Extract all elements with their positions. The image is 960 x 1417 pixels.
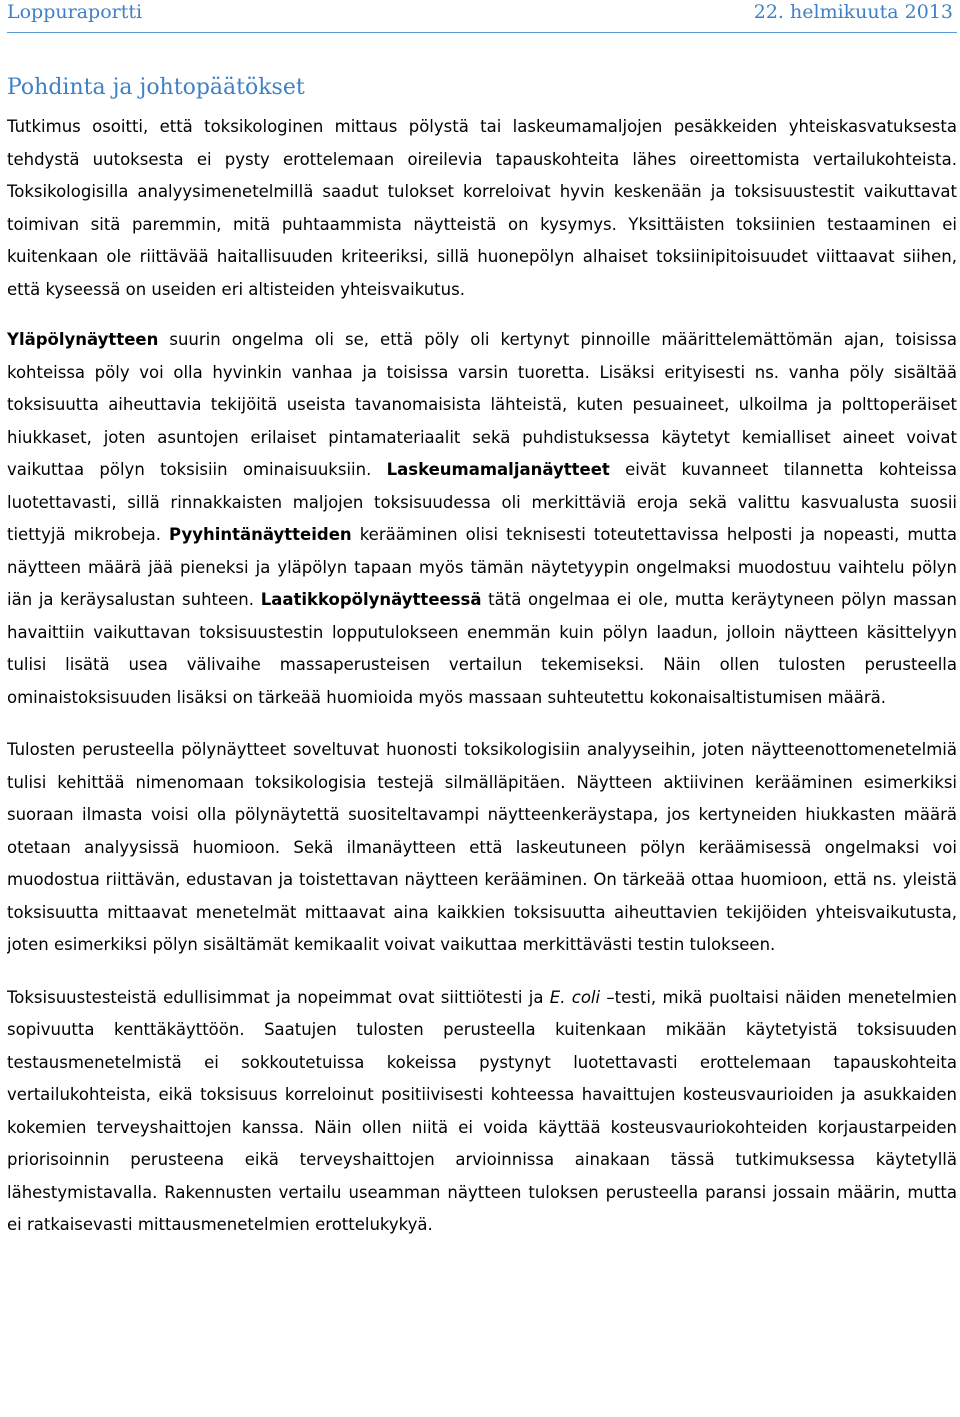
paragraph-1 bbox=[7, 111, 957, 306]
running-header bbox=[7, 0, 957, 33]
header-date: 22. helmikuuta 2013 bbox=[753, 1, 953, 23]
document-page bbox=[7, 0, 957, 1417]
paragraph-4 bbox=[7, 982, 957, 1242]
bold-term: Pyyhintänäytteiden bbox=[169, 525, 352, 544]
text-run: Tulosten perusteella pölynäytteet soveltuvat huonosti toksikologisiin analyyseihin, joten näytteenottomenetelmiä tulisi kehittää nimenomaan toksikologisia testejä silmälläpitäen. Näytteen aktiivinen kerääminen esimerkiksi suoraan ilmasta voisi olla pölynäytettä suositeltavampi näytteenkeräystapa, jos kertyneiden hiukkasten määrä otetaan analyysissä huomioon. Sekä ilmanäytteen että laskeutuneen pölyn keräämisessä ongelmaksi voi muodostua riittävän, edustavan ja toistettavan näytteen kerääminen. On tärkeää ottaa huomioon, että ns. yleistä toksisuutta mittaavat menetelmät mittaavat aina kaikkien toksisuutta aiheuttavien tekijöiden yhteisvaikutusta, joten esimerkiksi pölyn sisältämät kemikaalit voivat vaikuttaa merkittävästi testin tulokseen. bbox=[7, 740, 957, 954]
paragraph-2 bbox=[7, 324, 957, 714]
text-run: tätä ongelmaa ei ole, mutta keräytyneen pölyn massan havaittiin vaikuttavan toksisuustestin lopputulokseen enemmän kuin pölyn laadun, jolloin näytteen käsittelyyn tulisi lisätä usea välivaihe massaperusteisen vertailun tekemiseksi. Näin ollen tulosten perusteella ominaistoksisuuden lisäksi on tärkeää huomioida myös massaan suhteutettu kokonaisaltistumisen määrä. bbox=[7, 590, 957, 707]
header-report-title: Loppuraportti bbox=[7, 1, 143, 23]
text-run: –testi, mikä puoltaisi näiden menetelmien sopivuutta kenttäkäyttöön. Saatujen tulosten perusteella kuitenkaan mikään käytetyistä toksisuuden testausmenetelmistä ei sokkoutetuissa kokeissa pystynyt luotettavasti erottelemaan tapauskohteita vertailukohteista, eikä toksisuus korreloinut positiivisesti kohteessa havaittujen kosteusvaurioiden ja asukkaiden kokemien terveyshaittojen kanssa. Näin ollen niitä ei voida käyttää kosteusvauriokohteiden korjaustarpeiden priorisoinnin perusteena eikä terveyshaittojen arvioinnissa ainakaan tässä tutkimuksessa käytetyllä lähestymistavalla. Rakennusten vertailu useamman näytteen tuloksen perusteella paransi jossain määrin, mutta ei ratkaisevasti mittausmenetelmien erottelukykyä. bbox=[7, 987, 957, 1234]
bold-term: Laskeumamaljanäytteet bbox=[386, 460, 610, 479]
text-run: Toksisuustesteistä edullisimmat ja nopeimmat ovat siittiötesti ja bbox=[7, 987, 550, 1007]
text-run: Tutkimus osoitti, että toksikologinen mittaus pölystä tai laskeumamaljojen pesäkkeiden yhteiskasvatuksesta tehdystä uutoksesta ei pysty erottelemaan oireilevia tapauskohteita lähes oireettomista vertailukohteista. Toksikologisilla analyysimenetelmillä saadut tulokset korreloivat hyvin keskenään ja toksisuustestit vaikuttavat toimivan sitä paremmin, mitä puhtaammista näytteistä on kysymys. Yksittäisten toksiinien testaaminen ei kuitenkaan ole riittävää haitallisuuden kriteeriksi, sillä huonepölyn alhaiset toksiinipitoisuudet viittaavat siihen, että kyseessä on useiden eri altisteiden yhteisvaikutus. bbox=[7, 117, 957, 299]
bold-term: Laatikkopölynäytteessä bbox=[260, 590, 482, 609]
bold-term: Yläpölynäytteen bbox=[7, 330, 159, 349]
text-run: eivät kuvanneet tilannetta kohteissa luotettavasti, sillä rinnakkaisten maljojen toksisuudessa oli merkittäviä eroja sekä valittu kasvualusta suosii tiettyjä mikrobeja. bbox=[7, 460, 957, 544]
text-run: kerääminen olisi teknisesti toteutettavissa helposti ja nopeasti, mutta näytteen määrä jää pieneksi ja yläpölyn tapaan myös tämän näytetyypin ongelmaksi muodostuu vaihtelu pölyn iän ja keräysalustan suhteen. bbox=[7, 525, 957, 609]
text-run: suurin ongelma oli se, että pöly oli kertynyt pinnoille määrittelemättömän ajan, toisissa kohteissa pöly voi olla hyvinkin vanhaa ja toisissa varsin tuoretta. Lisäksi erityisesti ns. vanha pöly sisältää toksisuutta aiheuttavia tekijöitä useista tavanomaisista lähteistä, kuten pesuaineet, ulkoilma ja polttoperäiset hiukkaset, joten asuntojen erilaiset pintamateriaalit sekä puhdistuksessa käytetyt kemialliset aineet voivat vaikuttaa pölyn toksisiin ominaisuuksiin. bbox=[7, 330, 957, 479]
section-heading: Pohdinta ja johtopäätökset bbox=[7, 75, 305, 100]
italic-term: E. coli bbox=[549, 987, 601, 1007]
paragraph-3 bbox=[7, 734, 957, 962]
